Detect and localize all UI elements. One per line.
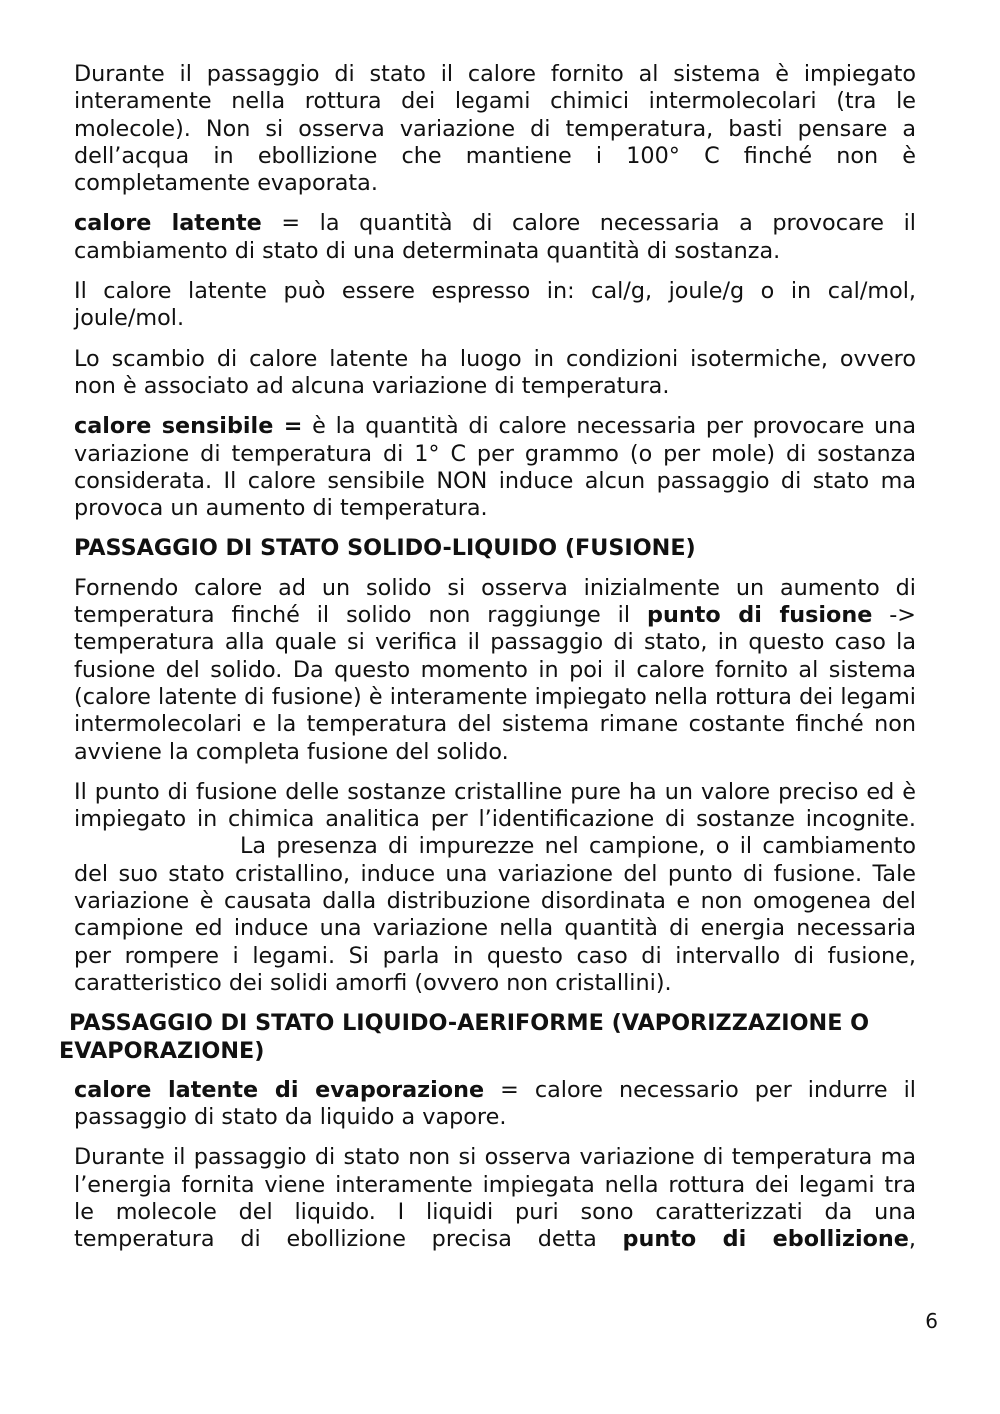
sensible-heat-definition-text: è la quantità di calore necessaria per provocare una variazione di temperatura di 1° C per grammo (o per mole) di sostanza considerata. Il calore sensibile NON induce alcun passaggio di stato ma provoca un aumento di temperatura.	[74, 413, 916, 522]
paragraph-sensible-heat-definition	[74, 413, 916, 522]
term-latent-heat: calore latente	[74, 210, 262, 237]
document-body	[59, 61, 917, 1267]
paragraph-melting-point-analysis	[74, 779, 916, 997]
term-boiling-point: punto di ebollizione	[622, 1226, 909, 1253]
latent-heat-definition-text: = la quantità di calore necessaria a provocare il cambiamento di stato di una determinata quantità di sostanza.	[74, 210, 916, 264]
evaporation-heat-definition-text: = calore necessario per indurre il passaggio di stato da liquido a vapore.	[74, 1076, 916, 1131]
fusion-process-text-b: -> temperatura alla quale si verifica il passaggio di stato, in questo caso la fusione del solido. Da questo momento in poi il calore fornito al sistema (calore latente di fusione) è interamente impiegato nella rottura dei legami intermolecolari e la temperatura del sistema rimane costante finché non avviene la completa fusione del solido.	[74, 602, 916, 765]
boiling-point-text-a: Durante il passaggio di stato non si osserva variazione di temperatura ma l’energia fornita viene interamente impiegata nella rottura dei legami tra le molecole del liquido. I liquidi puri sono caratterizzati da una temperatura di ebollizione precisa detta	[74, 1144, 916, 1253]
boiling-point-text-b: ,	[908, 1226, 917, 1253]
term-latent-heat-evaporation: calore latente di evaporazione	[74, 1076, 485, 1103]
paragraph-evaporation-heat-definition	[74, 1077, 916, 1132]
paragraph-latent-heat-units: Il calore latente può essere espresso in: cal/g, joule/g o in cal/mol, joule/mol.	[74, 278, 916, 332]
paragraph-latent-heat-definition	[74, 210, 916, 265]
heading-solid-liquid-fusion: PASSAGGIO DI STATO SOLIDO-LIQUIDO (FUSIONE)	[74, 535, 696, 562]
paragraph-boiling-point	[74, 1144, 916, 1253]
paragraph-fusion-process	[74, 575, 916, 766]
page-number: 6	[925, 1309, 938, 1333]
melting-point-text-a: Il punto di fusione delle sostanze cristalline pure ha un valore preciso ed è impiegato in chimica analitica per l’identificazione di sostanze incognite.	[74, 778, 916, 833]
term-melting-point: punto di fusione	[647, 602, 873, 629]
paragraph-isothermal-exchange: Lo scambio di calore latente ha luogo in condizioni isotermiche, ovvero non è associato ad alcuna variazione di temperatura.	[74, 345, 916, 399]
melting-point-text-b: La presenza di impurezze nel campione, o il cambiamento del suo stato cristallino, induce una variazione del punto di fusione. Tale variazione è causata dalla distribuzione disordinata e non omogenea del campione ed induce una variazione nella quantità di energia necessaria per rompere i legami. Si parla in questo caso di intervallo di fusione, caratteristico dei solidi amorfi (ovvero non cristallini).	[74, 833, 916, 996]
term-sensible-heat: calore sensibile =	[74, 413, 303, 440]
heading-liquid-gas-vaporization: PASSAGGIO DI STATO LIQUIDO-AERIFORME (VAPORIZZAZIONE O EVAPORAZIONE)	[59, 1010, 870, 1064]
fusion-process-text-a: Fornendo calore ad un solido si osserva inizialmente un aumento di temperatura finché il solido non raggiunge il	[74, 574, 916, 629]
paragraph-phase-change-heat: Durante il passaggio di stato il calore fornito al sistema è impiegato interamente nella rottura dei legami chimici intermolecolari (tra le molecole). Non si osserva variazione di temperatura, basti pensare a dell’acqua in ebollizione che mantiene i 100° C finché non è completamente evaporata.	[74, 61, 916, 197]
